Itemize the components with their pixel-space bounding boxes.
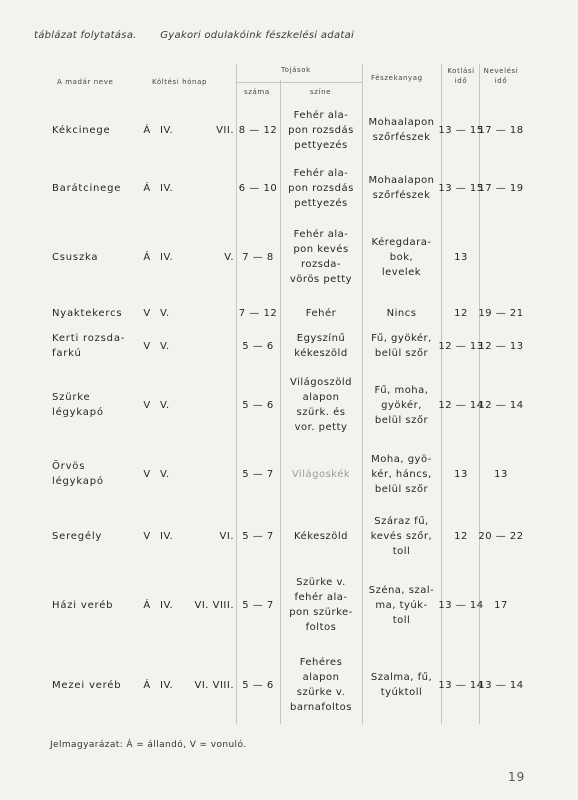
cell-egg-color-line: pettyezés	[294, 197, 348, 209]
cell-incubation: 13 — 15	[438, 182, 484, 194]
cell-bird-name	[52, 459, 132, 489]
cell-nest-material-line: Száraz fű,	[374, 515, 429, 527]
cell-egg-count: 7 — 12	[238, 307, 278, 319]
cell-month-end: V.	[224, 251, 234, 263]
cell-egg-color-line: Kékeszöld	[293, 530, 348, 542]
cell-nest-material-line: Szalma, fű,	[370, 672, 433, 683]
cell-incubation: 13 — 14	[438, 599, 484, 611]
legend: Jelmagyarázat: Á = állandó, V = vonuló.	[50, 740, 247, 750]
header-egg-color: színe	[310, 88, 332, 96]
header-name: A madár neve	[57, 78, 114, 86]
header-nesting-month: Költési hónap	[152, 78, 208, 86]
cell-bird-name	[52, 390, 132, 420]
cell-egg-color-line: Fehér ala-	[293, 229, 349, 240]
cell-nest-material-line: kér, háncs,	[371, 468, 432, 480]
cell-egg-color-line: szürk. és	[296, 407, 346, 418]
cell-incubation: 12	[454, 530, 468, 542]
cell-month-start: IV.	[160, 251, 174, 263]
header-rearing-line: Nevelési	[483, 67, 519, 75]
header-rearing-time	[479, 66, 523, 86]
cell-egg-color	[281, 655, 361, 715]
cell-nest-material-line: Széna, szal-	[368, 584, 435, 596]
cell-bird-name	[52, 181, 132, 196]
cell-month-start: IV.	[160, 599, 174, 611]
cell-bird-name	[52, 123, 132, 138]
header-egg-count: száma	[244, 88, 270, 96]
cell-egg-color-line: kékeszöld	[294, 348, 348, 359]
cell-egg-count: 5 — 6	[242, 399, 274, 411]
cell-nest-material-line: Moha, gyö-	[371, 453, 432, 465]
cell-rearing: 17	[494, 599, 508, 611]
cell-status: Á	[143, 182, 151, 194]
cell-egg-count: 5 — 6	[242, 679, 274, 691]
cell-egg-color-line: rozsda-	[300, 259, 342, 270]
cell-bird-name	[52, 529, 132, 544]
cell-nest-material	[363, 306, 440, 321]
cell-nest-material-line: tyúktoll	[380, 687, 423, 698]
cell-egg-count: 5 — 6	[242, 340, 274, 352]
caption-label: táblázat folytatása.	[34, 30, 137, 41]
cell-egg-color-line: barnafoltos	[289, 702, 353, 713]
cell-nest-material	[363, 514, 440, 559]
cell-egg-color	[281, 331, 361, 361]
cell-month-start: IV.	[160, 124, 174, 136]
cell-bird-name-line: Nyaktekercs	[52, 307, 123, 319]
cell-nest-material	[363, 583, 440, 628]
cell-status: Á	[143, 599, 151, 611]
caption-title: Gyakori odulakóink fészkelési adatai	[160, 30, 355, 41]
cell-egg-color-line: Fehér ala-	[293, 109, 349, 121]
cell-rearing: 19 — 21	[478, 307, 524, 319]
cell-egg-color-line: fehér ala-	[294, 592, 348, 603]
cell-status: V	[143, 468, 151, 480]
cell-egg-color	[281, 375, 361, 435]
cell-status: Á	[143, 124, 151, 136]
column-rule	[236, 64, 237, 724]
cell-rearing: 17 — 19	[478, 182, 524, 194]
eggs-header-rule	[236, 82, 362, 83]
cell-bird-name	[52, 250, 132, 265]
header-eggs: Tojások	[281, 66, 311, 74]
cell-bird-name-line: légykapó	[52, 476, 104, 487]
cell-status: V	[143, 530, 151, 542]
cell-bird-name-line: Házi veréb	[52, 599, 114, 611]
cell-nest-material-line: levelek	[381, 266, 422, 278]
cell-egg-color	[281, 227, 361, 287]
cell-rearing: 13 — 14	[478, 679, 524, 691]
cell-month-start: V.	[160, 307, 170, 319]
cell-egg-color	[281, 575, 361, 635]
cell-incubation: 12 — 14	[438, 399, 484, 411]
header-nest-material: Fészekanyag	[371, 74, 423, 82]
cell-nest-material-line: belül szőr	[374, 414, 429, 426]
cell-egg-color-line: Egyszínű	[296, 333, 346, 344]
cell-bird-name-line: Kerti rozsda-	[52, 333, 126, 344]
cell-nest-material	[363, 670, 440, 700]
cell-month-end: VII.	[216, 124, 234, 136]
cell-nest-material	[363, 235, 440, 280]
cell-bird-name	[52, 598, 132, 613]
cell-bird-name	[52, 306, 132, 321]
cell-egg-color	[281, 306, 361, 321]
cell-egg-count: 8 — 12	[238, 124, 278, 136]
cell-egg-count: 5 — 7	[242, 599, 274, 611]
cell-egg-color	[281, 467, 361, 482]
cell-status: V	[143, 340, 151, 352]
cell-status: Á	[143, 679, 151, 691]
cell-egg-count: 7 — 8	[242, 251, 274, 263]
cell-nest-material-line: toll	[392, 614, 411, 626]
cell-status: Á	[143, 251, 151, 263]
cell-status: V	[143, 307, 151, 319]
cell-egg-color-line: Fehéres	[299, 657, 343, 668]
cell-bird-name-line: légykapó	[52, 407, 104, 418]
cell-rearing: 12 — 14	[478, 399, 524, 411]
cell-month-end: VI. VIII.	[194, 679, 234, 691]
cell-rearing: 12 — 13	[478, 340, 524, 352]
cell-nest-material-line: Nincs	[386, 307, 417, 319]
cell-egg-color-line: pon kevés	[293, 244, 349, 255]
cell-egg-color-line: pon rozsdás	[288, 124, 354, 136]
cell-nest-material	[363, 383, 440, 428]
cell-bird-name	[52, 331, 132, 361]
header-incubation-time	[441, 66, 481, 86]
cell-egg-color-line: szürke v.	[296, 687, 346, 698]
cell-egg-count: 5 — 7	[242, 530, 274, 542]
cell-month-start: IV.	[160, 679, 174, 691]
cell-bird-name-line: Szürke	[52, 392, 91, 403]
cell-status: V	[143, 399, 151, 411]
cell-bird-name-line: Kékcinege	[52, 124, 111, 136]
cell-bird-name-line: Örvös	[52, 461, 86, 472]
column-rule	[441, 64, 442, 724]
cell-nest-material-line: szőrfészek	[372, 190, 431, 201]
cell-bird-name-line: Csuszka	[52, 251, 99, 263]
cell-egg-color	[281, 166, 361, 211]
cell-bird-name-line: Barátcinege	[52, 182, 122, 194]
cell-incubation: 13 — 14	[438, 679, 484, 691]
cell-nest-material-line: kevés szőr,	[370, 530, 433, 542]
cell-incubation: 12	[454, 307, 468, 319]
cell-rearing: 17 — 18	[478, 124, 524, 136]
cell-month-start: V.	[160, 468, 170, 480]
cell-nest-material	[363, 452, 440, 497]
cell-egg-color-line: Fehér	[305, 307, 337, 319]
cell-egg-color-line: foltos	[305, 622, 337, 633]
cell-egg-color-line: alapon	[302, 672, 340, 683]
cell-nest-material	[363, 331, 440, 361]
cell-incubation: 13	[454, 251, 468, 263]
cell-egg-color-line: pon szürke-	[289, 607, 353, 618]
cell-egg-color-line: vörös petty	[289, 274, 353, 285]
cell-egg-count: 6 — 10	[238, 182, 278, 194]
cell-nest-material-line: Mohaalapon	[368, 175, 435, 186]
cell-bird-name	[52, 678, 132, 693]
cell-incubation: 13	[454, 468, 468, 480]
cell-nest-material-line: gyökér,	[381, 399, 422, 411]
cell-nest-material-line: bok,	[389, 251, 414, 263]
cell-nest-material-line: szőrfészek	[372, 132, 431, 143]
cell-rearing: 13	[494, 468, 508, 480]
header-rearing-line: idő	[494, 77, 508, 85]
cell-egg-color-line: alapon	[302, 392, 340, 403]
cell-egg-color-line: pettyezés	[294, 139, 348, 151]
cell-egg-color-line: Világoszöld	[290, 377, 352, 388]
cell-incubation: 12 — 13	[438, 340, 484, 352]
cell-nest-material	[363, 173, 440, 203]
cell-egg-count: 5 — 7	[242, 468, 274, 480]
cell-month-start: V.	[160, 340, 170, 352]
header-incubation-line: idő	[454, 77, 468, 85]
cell-rearing: 20 — 22	[478, 530, 524, 542]
cell-egg-color	[281, 108, 361, 153]
cell-nest-material	[363, 115, 440, 145]
cell-nest-material-line: Kéregdara-	[371, 236, 432, 248]
cell-nest-material-line: Fű, gyökér,	[371, 333, 432, 344]
cell-month-start: V.	[160, 399, 170, 411]
cell-month-start: IV.	[160, 182, 174, 194]
cell-bird-name-line: Seregély	[52, 530, 103, 542]
cell-egg-color-line: Szürke v.	[296, 577, 346, 588]
cell-month-start: IV.	[160, 530, 174, 542]
page-number: 19	[508, 770, 526, 784]
cell-egg-color-line: vor. petty	[294, 422, 348, 433]
column-rule	[479, 64, 480, 724]
cell-nest-material-line: Fű, moha,	[374, 384, 429, 396]
cell-nest-material-line: toll	[392, 545, 411, 557]
header-incubation-line: Kotlási	[447, 67, 475, 75]
cell-nest-material-line: Mohaalapon	[368, 117, 435, 128]
cell-bird-name-line: farkú	[52, 348, 82, 359]
cell-nest-material-line: ma, tyúk-	[375, 599, 428, 611]
cell-egg-color	[281, 529, 361, 544]
cell-bird-name-line: Mezei veréb	[52, 679, 122, 691]
cell-egg-color-line: pon rozsdás	[288, 182, 354, 194]
cell-egg-color-line: Világoskék	[291, 468, 351, 480]
cell-month-end: VI.	[219, 530, 234, 542]
cell-nest-material-line: belül szőr	[374, 348, 429, 359]
cell-month-end: VI. VIII.	[194, 599, 234, 611]
cell-nest-material-line: belül szőr	[374, 483, 429, 495]
cell-incubation: 13 — 15	[438, 124, 484, 136]
cell-egg-color-line: Fehér ala-	[293, 167, 349, 179]
table-caption	[34, 30, 354, 41]
